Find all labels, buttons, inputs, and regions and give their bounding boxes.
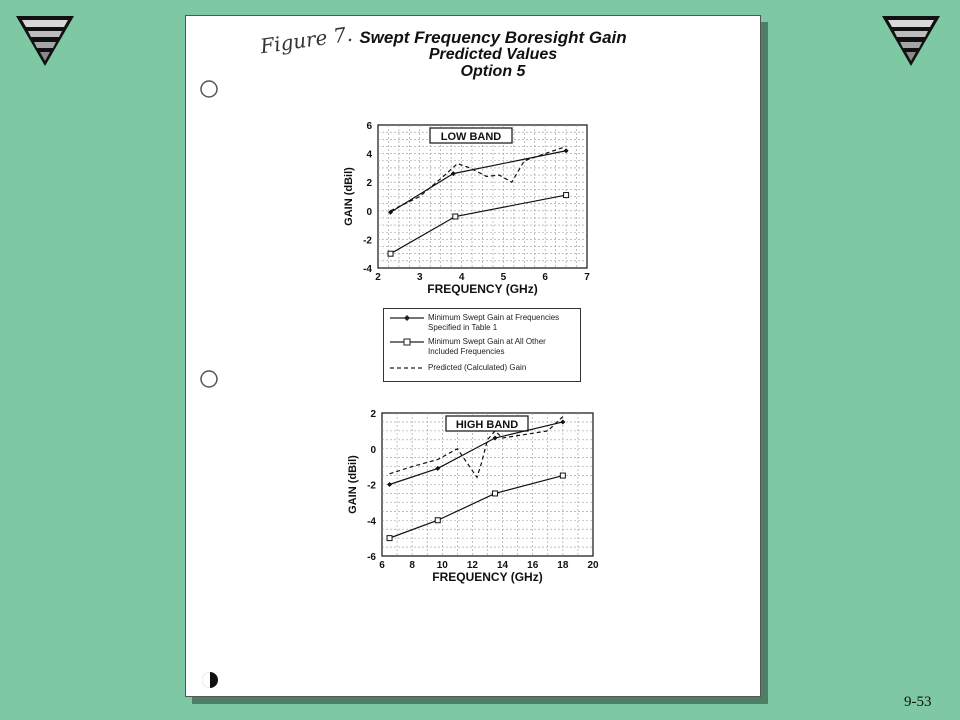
document-subtitle: Predicted Values bbox=[428, 46, 558, 63]
y-tick-label: 2 bbox=[370, 409, 376, 420]
y-tick-label: -6 bbox=[367, 552, 376, 563]
legend-item-predicted bbox=[390, 363, 578, 373]
legend-line-diamond-icon bbox=[390, 313, 424, 323]
legend-label: Minimum Swept Gain at All Other Included Frequencies bbox=[428, 337, 546, 356]
x-tick-label: 14 bbox=[497, 560, 509, 571]
y-tick-label: 2 bbox=[366, 178, 372, 190]
x-tick-label: 8 bbox=[409, 560, 415, 571]
logo-triangle-icon-left bbox=[14, 14, 76, 68]
legend-dashed-line-icon bbox=[390, 363, 424, 373]
document-option: Option 5 bbox=[460, 63, 526, 80]
legend-line-square-icon bbox=[390, 337, 424, 347]
legend-label: Minimum Swept Gain at Frequencies Specified in Table 1 bbox=[428, 313, 560, 332]
data-point-square bbox=[387, 536, 392, 541]
y-axis-label: GAIN (dBil) bbox=[343, 167, 355, 226]
chart-legend bbox=[383, 308, 581, 382]
y-tick-label: 4 bbox=[366, 149, 372, 161]
logo-triangle-icon-right bbox=[880, 14, 942, 68]
scanned-document bbox=[185, 15, 761, 697]
y-tick-label: 0 bbox=[370, 444, 376, 456]
x-tick-label: 10 bbox=[436, 560, 448, 571]
x-tick-label: 4 bbox=[458, 272, 465, 283]
handwritten-figure-label: Figure 7. bbox=[258, 21, 355, 59]
chart-title: LOW BAND bbox=[440, 131, 502, 143]
x-tick-label: 20 bbox=[587, 560, 599, 571]
x-tick-label: 3 bbox=[417, 272, 423, 283]
legend-label: Predicted (Calculated) Gain bbox=[428, 363, 527, 372]
x-tick-label: 16 bbox=[527, 560, 539, 571]
data-point-square bbox=[564, 193, 569, 198]
legend-item-specified bbox=[390, 313, 578, 333]
x-axis-label: FREQUENCY (GHz) bbox=[427, 282, 538, 296]
data-point-square bbox=[453, 214, 458, 219]
y-tick-label: 0 bbox=[366, 206, 372, 218]
x-tick-label: 7 bbox=[584, 272, 590, 283]
y-tick-label: -2 bbox=[367, 480, 376, 492]
y-tick-label: -2 bbox=[363, 235, 372, 247]
y-tick-label: -4 bbox=[363, 264, 372, 275]
legend-item-other bbox=[390, 337, 578, 357]
x-axis-label: FREQUENCY (GHz) bbox=[432, 570, 543, 584]
x-tick-label: 12 bbox=[466, 560, 478, 571]
data-point-square bbox=[560, 473, 565, 478]
page-number: 9-53 bbox=[904, 694, 932, 710]
high-band-chart bbox=[347, 409, 599, 584]
x-tick-label: 5 bbox=[500, 272, 507, 283]
data-point-square bbox=[493, 491, 498, 496]
y-tick-label: -4 bbox=[367, 516, 376, 528]
chart-title: HIGH BAND bbox=[455, 419, 519, 431]
x-tick-label: 6 bbox=[379, 560, 385, 571]
data-point-square bbox=[435, 518, 440, 523]
y-axis-label: GAIN (dBil) bbox=[347, 455, 359, 514]
document-title: Swept Frequency Boresight Gain bbox=[359, 28, 627, 47]
x-tick-label: 6 bbox=[542, 272, 548, 283]
low-band-chart bbox=[343, 121, 590, 296]
data-point-square bbox=[388, 251, 393, 256]
y-tick-label: 6 bbox=[366, 121, 372, 132]
x-tick-label: 2 bbox=[375, 272, 381, 283]
x-tick-label: 18 bbox=[557, 560, 569, 571]
